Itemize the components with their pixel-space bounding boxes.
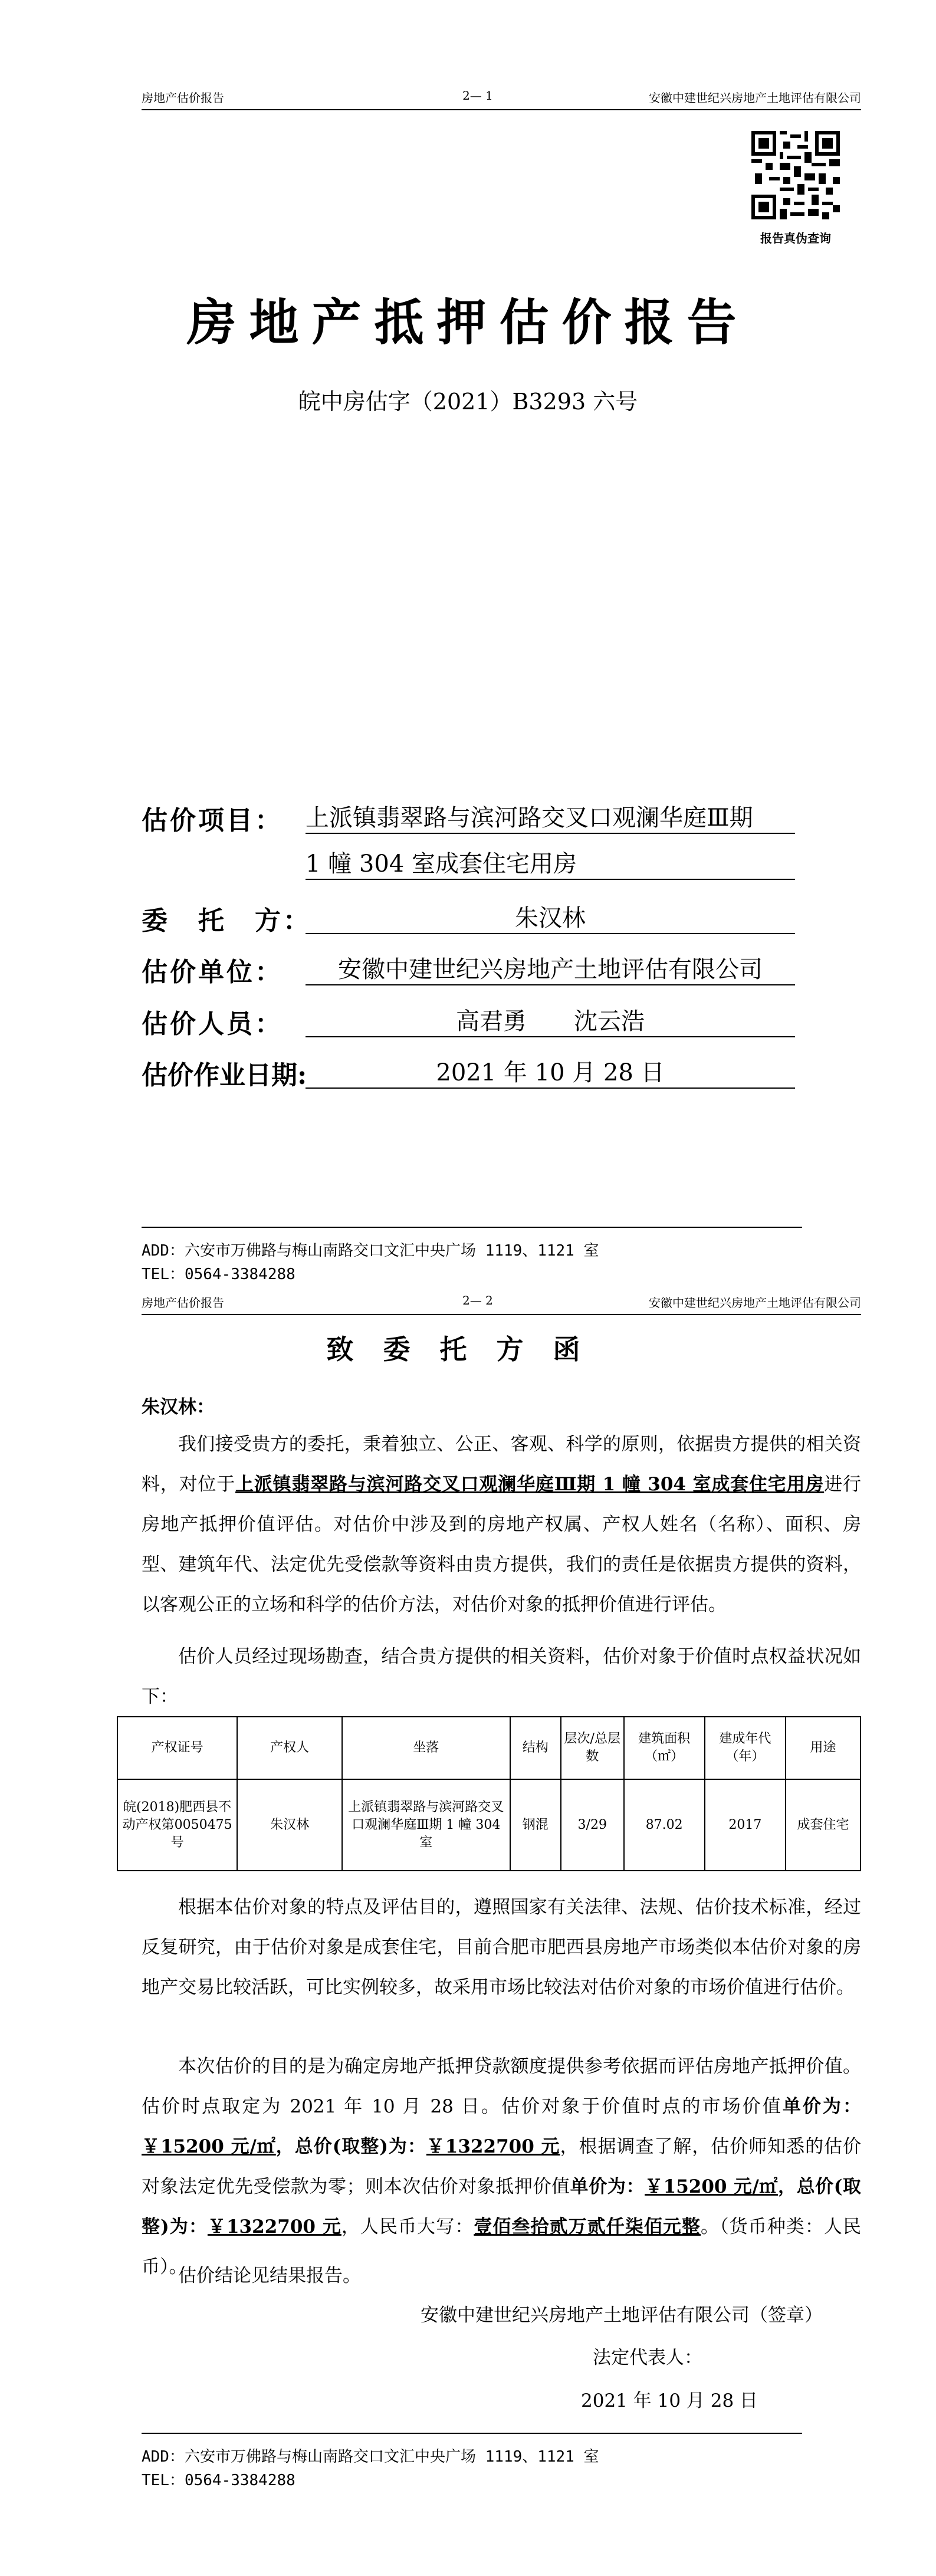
client-label: 委 托 方： [142, 906, 311, 936]
mortgage-total-price: ￥1322700 元 [207, 2216, 341, 2237]
table-header: 产权人 [237, 1717, 342, 1779]
conclusion-text-mid: ，根据调查了解，估价师知悉的估价对象法定优先受偿款为零；则本次估价对象抵押价值 [142, 2136, 862, 2197]
table-header-row [117, 1717, 861, 1779]
table-header: 坐落 [342, 1717, 510, 1779]
mortgage-total-label: 总价(取整)为： [142, 2176, 862, 2237]
header-divider [142, 1314, 861, 1315]
footer-address: ADD：六安市万佛路与梅山南路交口文汇中央广场 1119、1121 室 [142, 1242, 599, 1260]
paragraph-method: 根据本估价对象的特点及评估目的，遵照国家有关法律、法规、估价技术标准，经过反复研究，由于估价对象是成套住宅，目前合肥市肥西县房地产市场类似本估价对象的房地产交易比较活跃，可比实例较多，故采用市场比较法对估价对象的市场价值进行估价。 [142, 1897, 861, 1998]
intro-text-tail: 进行房地产抵押价值评估。对估价中涉及到的房地产权属、产权人姓名（名称）、面积、房型、建筑年代、法定优先受偿款等资料由贵方提供，我们的责任是依据贵方提供的资料，以客观公正的立场和科学的估价方法，对估价对象的抵押价值进行评估。 [142, 1474, 862, 1615]
page-header-number: 2— 2 [462, 1293, 493, 1307]
mortgage-unit-label: 单价为： [570, 2176, 645, 2197]
valuer-label: 估价人员： [142, 1009, 283, 1039]
signature-date: 2021 年 10 月 28 日 [581, 2390, 758, 2411]
valuer-value: 高君勇 沈云浩 [306, 1003, 795, 1037]
table-header: 产权证号 [117, 1717, 237, 1779]
paragraph-intro [142, 1424, 861, 1625]
footer-tel: TEL：0564-3384288 [142, 2472, 295, 2489]
client-value: 朱汉林 [306, 899, 795, 934]
table-header: 用途 [786, 1717, 861, 1779]
qr-caption: 报告真伪查询 [760, 231, 831, 245]
table-cell: 成套住宅 [786, 1779, 861, 1871]
intro-text: 我们接受贵方的委托，秉着独立、公正、客观、科学的原则，依据贵方提供的相关资料，对位于 [142, 1434, 861, 1495]
table-row [117, 1779, 861, 1871]
project-label: 估价项目： [142, 806, 283, 836]
page-header-right: 安徽中建世纪兴房地产土地评估有限公司 [649, 91, 861, 105]
unit-label: 估价单位： [142, 957, 283, 987]
table-cell: 2017 [705, 1779, 786, 1871]
comma: ， [777, 2176, 797, 2197]
rmb-caps-label: ，人民币大写： [341, 2216, 474, 2237]
currency-note: 。（货币种类：人民币）。 [142, 2216, 862, 2278]
table-header: 建筑面积（㎡） [624, 1717, 705, 1779]
table-cell: 皖(2018)肥西县不动产权第0050475号 [117, 1779, 237, 1871]
letter-title: 致委托方函 [326, 1333, 610, 1365]
page-header-left: 房地产估价报告 [142, 91, 224, 105]
table-cell: 朱汉林 [237, 1779, 342, 1871]
total-price-label: ，总价(取整)为： [275, 2136, 426, 2157]
date-label: 估价作业日期: [142, 1060, 307, 1090]
unit-value: 安徽中建世纪兴房地产土地评估有限公司 [306, 951, 795, 985]
project-value-line2: 1 幢 304 室成套住宅用房 [306, 845, 795, 880]
page-header-right: 安徽中建世纪兴房地产土地评估有限公司 [649, 1296, 861, 1310]
report-number: 皖中房估字（2021）B3293 六号 [298, 389, 638, 415]
property-location: 上派镇翡翠路与滨河路交叉口观澜华庭Ⅲ期 1 幢 304 室成套住宅用房 [235, 1474, 825, 1495]
report-title: 房地产抵押估价报告 [186, 293, 750, 351]
date-value: 2021 年 10 月 28 日 [306, 1054, 795, 1089]
table-cell: 上派镇翡翠路与滨河路交叉口观澜华庭Ⅲ期 1 幢 304 室 [342, 1779, 510, 1871]
page-header-number: 2— 1 [462, 88, 493, 103]
qr-code-icon[interactable] [751, 131, 840, 219]
table-cell: 钢混 [510, 1779, 561, 1871]
table-header: 结构 [510, 1717, 561, 1779]
footer-divider [142, 1227, 802, 1228]
conclusion-text: 本次估价的目的是为确定房地产抵押贷款额度提供参考依据而评估房地产抵押价值。估价时点取定为 2021 年 10 月 28 日。估价对象于价值时点的市场价值 [142, 2056, 861, 2117]
header-divider [142, 109, 861, 110]
page-header-left: 房地产估价报告 [142, 1296, 224, 1310]
table-header: 层次/总层数 [561, 1717, 624, 1779]
project-value-line1: 上派镇翡翠路与滨河路交叉口观澜华庭Ⅲ期 [306, 799, 795, 834]
signature-company: 安徽中建世纪兴房地产土地评估有限公司（签章） [421, 2305, 823, 2326]
table-header: 建成年代（年） [705, 1717, 786, 1779]
table-cell: 87.02 [624, 1779, 705, 1871]
footer-address: ADD：六安市万佛路与梅山南路交口文汇中央广场 1119、1121 室 [142, 2448, 599, 2466]
salutation: 朱汉林： [142, 1397, 215, 1418]
property-info-table [117, 1716, 861, 1871]
market-total-price: ￥1322700 元 [426, 2136, 560, 2157]
signature-representative: 法定代表人： [593, 2347, 702, 2368]
rmb-caps-value: 壹佰叁拾贰万贰仟柒佰元整 [474, 2216, 701, 2237]
unit-price-label: 单价为： [782, 2096, 861, 2117]
paragraph-survey: 估价人员经过现场勘查，结合贵方提供的相关资料，估价对象于价值时点权益状况如下： [142, 1646, 861, 1707]
market-unit-price: ￥15200 元/㎡ [142, 2136, 276, 2157]
paragraph-result: 估价结论见结果报告。 [178, 2265, 361, 2286]
paragraph-conclusion [142, 2046, 861, 2287]
footer-divider [142, 2433, 802, 2434]
footer-tel: TEL：0564-3384288 [142, 1266, 295, 1283]
mortgage-unit-price: ￥15200 元/㎡ [645, 2176, 778, 2197]
table-cell: 3/29 [561, 1779, 624, 1871]
